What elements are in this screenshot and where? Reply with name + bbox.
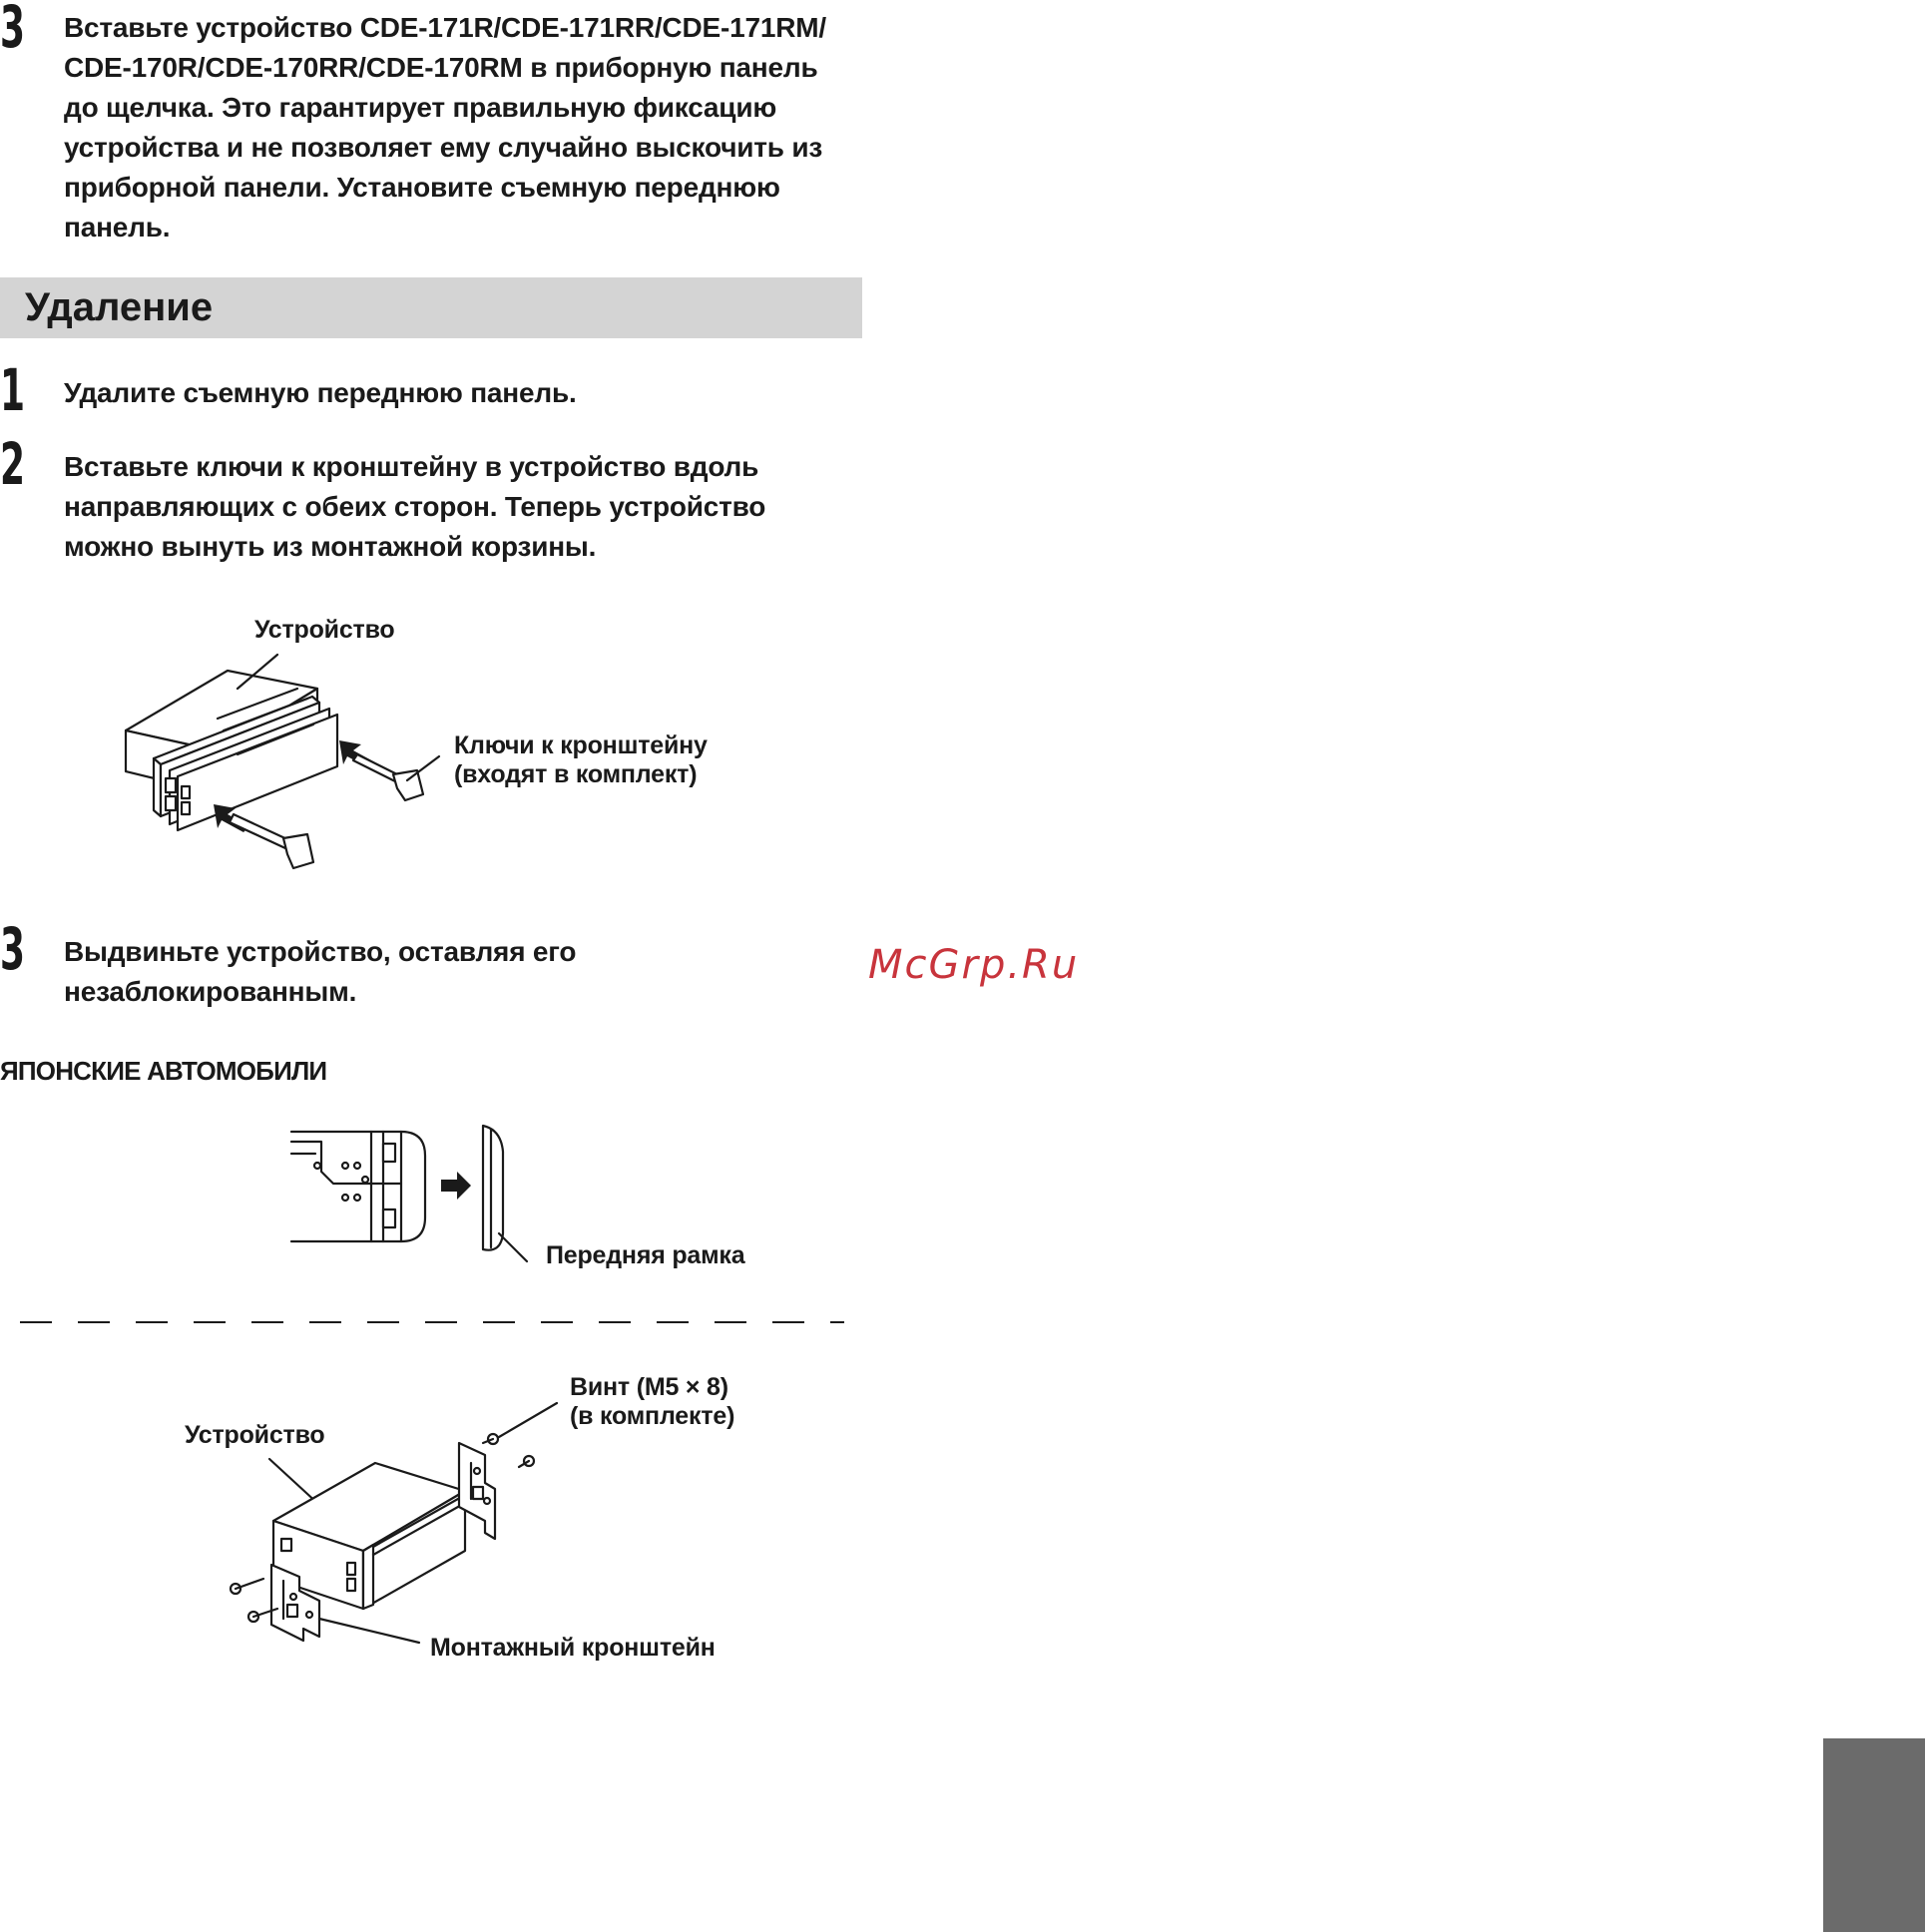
step-text: Удалите съемную переднюю панель.: [64, 377, 577, 408]
section-title: Удаление: [25, 285, 214, 329]
dashed-divider: [20, 1319, 844, 1325]
step-text: Вставьте ключи к кронштейну в устройство вдоль направляющих с обеих сторон. Теперь устройство можно вынуть из монтажной корзины.: [64, 451, 766, 562]
step-number: 1: [0, 356, 26, 424]
front-frame-label: Передняя рамка: [546, 1241, 745, 1269]
screw-label: Винт (M5 × 8) (в комплекте): [570, 1373, 735, 1430]
step-number: 3: [0, 915, 26, 983]
unit-with-keys-illustration: [118, 659, 457, 888]
step-text: Вставьте устройство CDE-171R/CDE-171RR/CDE-171RM/ CDE-170R/CDE-170RR/CDE-170RM в приборную панель до щелчка. Это гарантирует правильную фиксацию устройства и не позволяет ему случайно выскочить из приборной панели. Установите съемную переднюю панель.: [64, 12, 826, 242]
japanese-cars-heading: ЯПОНСКИЕ АВТОМОБИЛИ: [0, 1056, 327, 1086]
mounting-bracket-illustration: [224, 1429, 563, 1649]
figure-label-device: Устройство: [254, 616, 395, 644]
front-frame-illustration: [287, 1122, 527, 1261]
figure-label-keys: Ключи к кронштейну (входят в комплект): [454, 731, 708, 788]
bracket-label: Монтажный кронштейн: [430, 1634, 716, 1662]
page-side-tab: [1823, 1738, 1925, 1932]
step-text: Выдвиньте устройство, оставляя его незаблокированным.: [64, 936, 577, 1007]
step-number: 2: [0, 430, 26, 498]
section-header-bar: [0, 277, 862, 338]
watermark: McGrp.Ru: [868, 942, 1080, 988]
step-number: 3: [0, 0, 26, 61]
figure-label-device: Устройство: [185, 1421, 325, 1449]
